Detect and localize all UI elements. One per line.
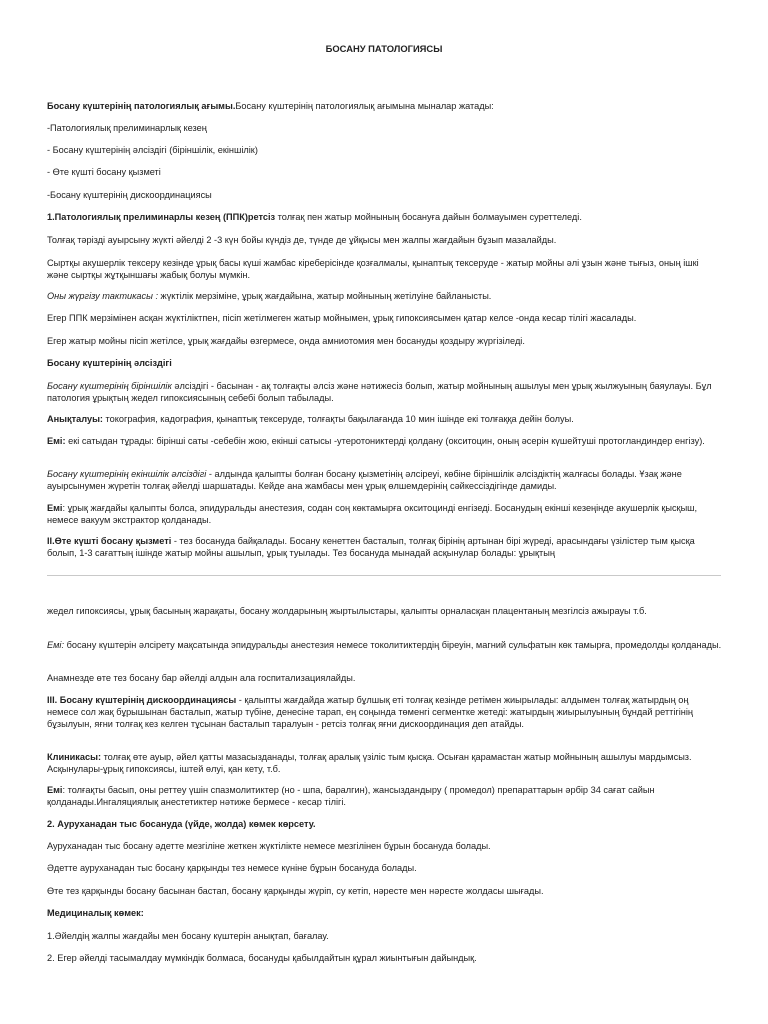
treatment-paragraph [47, 502, 722, 526]
paragraph: Егер ППК мерзімінен асқан жүктіліктпен, пісіп жетілмеген жатыр мойнымен, ұрық гипоксиясымен қатар келсе -онда кесар тілігі жасалады. [47, 313, 637, 323]
list-item: -Босану күштерінің дискоординациясы [47, 190, 212, 200]
intro-heading: Босану күштерінің патологиялық ағымы. [47, 101, 236, 111]
list-item: 2. Егер әйелді тасымалдау мүмкіндік болмаса, босануды қабылдайтын құрал жиынтығын дайындық. [47, 953, 477, 963]
treatment-text: екі сатыдан тұрады: бірінші саты -себебін жою, екінші сатысы -утеротониктерді қолдану (окситоцин, оның әсерін күшейтуші протогландиндер енгізу). [65, 436, 705, 446]
intro-paragraph [47, 100, 722, 112]
section-2-heading: II.Өте күшті босану қызметі [47, 536, 172, 546]
tactics-paragraph [47, 290, 722, 302]
section-3-heading: III. Босану күштерінің дискоординациясы [47, 695, 237, 705]
paragraph: Анамнезде өте тез босану бар әйелді алдын ала госпитализациялайды. [47, 673, 356, 683]
subsection-heading: Босану күштерінің әлсіздігі [47, 358, 172, 368]
page-divider [47, 575, 721, 576]
subsection-heading: Медициналық көмек: [47, 908, 144, 918]
section-1-heading: 1.Патологиялық прелиминарлы кезең (ППК)ретсіз [47, 212, 276, 222]
treatment-text: босану күштерін әлсірету мақсатында эпидуральды анестезия немесе токолитиктердің біреуін, магний сульфатын көк тамырға, промедолды қолданады. [64, 640, 722, 650]
list-item: -Патологиялық прелиминарлық кезең [47, 123, 207, 133]
secondary-weakness-term: Босану күштерінің екіншілік әлсіздігі [47, 469, 207, 479]
paragraph: Ауруханадан тыс босану әдетте мезгіліне жеткен жүктілікте немесе мезгілінен бұрын босануда болады. [47, 841, 491, 851]
paragraph: жедел гипоксиясы, ұрық басының жарақаты, босану жолдарының жыртылыстары, қалыпты орналасқан плацентаның мезгілсіз ажырауы т.б. [47, 606, 647, 616]
treatment-paragraph [47, 435, 722, 447]
treatment-label: Емі: [47, 436, 66, 446]
secondary-weakness-paragraph [47, 468, 722, 492]
tactics-text: жүктілік мерзіміне, ұрық жағдайына, жатыр мойнының жетілуіне байланысты. [158, 291, 492, 301]
clinic-text: толғақ өте ауыр, әйел қатты мазасызданады, толғақ аралық үзіліс тым қысқа. Осыған қарамастан жатыр мойнының ашылуы мардымсыз. Асқынулары-ұрық гипоксиясы, іштей өлуі, қан кету, т.б. [47, 752, 692, 774]
diagnosis-paragraph [47, 413, 722, 425]
secondary-weakness-text: - алдында қалыпты болған босану қызметінің әлсіреуі, көбіне біріншілік әлсіздіктің жалғасы болады. Ұзақ және ауырсынумен жүретін толғақ әйелді шаршатады. Кейде ана жамбасы мен ұрық өлшемдерінің сәйкессіздігінде дамиды. [47, 469, 682, 491]
section-heading: 2. Ауруханадан тыс босануда (үйде, жолда) көмек көрсету. [47, 819, 316, 829]
list-item: - Босану күштерінің әлсіздігі (біріншілік, екіншілік) [47, 145, 258, 155]
treatment-paragraph [47, 639, 722, 651]
section-3-text: - қалыпты жағдайда жатыр бұлшық еті толғақ кезінде ретімен жиырылады: алдымен толғақ жатырдың оң немесе сол жақ бұрышынан басталып, жатыр түбіне, денесіне тарап, ең соңында төменгі сегментке жетеді: жатырдың жиырылуының бұндай реттігінің бұзылуын, яғни толғақ кез келген тұсынан басталып таралуын - ретсіз толғақ яғни дискоординация деп атайды. [47, 695, 693, 729]
treatment-text: : толғақты басып, оны реттеу үшін спазмолитиктер (но - шпа, баралгин), жансыздандыру ( промедол) препараттарын әрбір 34 сағат сайын қолданады.Ингаляциялық анестетиктер нәтиже бермесе - кесар тілігі. [47, 785, 655, 807]
treatment-text: : ұрық жағдайы қалыпты болса, эпидуральды анестезия, содан соң көктамырға окситоцинді енгізеді. Босанудың екінші кезеңінде акушерлік қысқыш, немесе вакуум экстрактор қолданады. [47, 503, 698, 525]
section-1-paragraph [47, 211, 722, 223]
primary-weakness-paragraph [47, 380, 722, 404]
treatment-label: Емі [47, 785, 63, 795]
paragraph: Толғақ тәрізді ауырсыну жүкті әйелді 2 -3 күн бойы күндіз де, түнде де ұйқысы мен жалпы жағдайын бұзып мазалайды. [47, 235, 557, 245]
paragraph: Егер жатыр мойны пісіп жетілсе, ұрық жағдайы өзгермесе, онда амниотомия мен босануды қоздыру жүргізіледі. [47, 336, 525, 346]
treatment-label: Емі [47, 503, 63, 513]
section-1-text: толғақ пен жатыр мойнының босануға дайын болмауымен суреттеледі. [275, 212, 582, 222]
section-2-paragraph [47, 535, 722, 559]
list-item: - Өте күшті босану қызметі [47, 167, 161, 177]
diagnosis-text: токография, кадография, қынаптық тексеруде, толғақты бақылағанда 10 мин ішінде екі толғаққа дейін болуы. [102, 414, 574, 424]
paragraph: Сыртқы акушерлік тексеру кезінде ұрық басы күші жамбас кіреберісінде қозғалмалы, қынаптық тексеруде - жатыр мойны әлі ұзын және тығыз, оның ішкі және сыртқы жұтқыншағы жабық болуы мүмкін. [47, 258, 699, 280]
primary-weakness-term: Босану күштерінің біріншілік [47, 381, 172, 391]
diagnosis-label: Анықталуы: [47, 414, 103, 424]
clinic-label: Клиникасы: [47, 752, 102, 762]
paragraph: Әдетте ауруханадан тыс босану қарқынды тез немесе күніне бұрын босануда болады. [47, 863, 417, 873]
list-item: 1.Әйелдің жалпы жағдайы мен босану күштерін анықтап, бағалау. [47, 931, 329, 941]
document-title: БОСАНУ ПАТОЛОГИЯСЫ [325, 43, 443, 54]
treatment-paragraph [47, 784, 722, 808]
primary-weakness-text: әлсіздігі - басынан - ақ толғақты әлсіз және нәтижесіз болып, жатыр мойнының ашылуы мен ұрық жылжуының баяулауы. Бұл патология ұрықтың жедел гипоксиясының себебі болып табылады. [47, 381, 712, 403]
intro-text: Босану күштерінің патологиялық ағымына мыналар жатады: [235, 101, 494, 111]
clinic-paragraph [47, 751, 722, 775]
paragraph: Өте тез қарқынды босану басынан бастап, босану қарқынды жүріп, су кетіп, нәресте мен нәресте жолдасы шығады. [47, 886, 544, 896]
section-2-text: - тез босануда байқалады. Босану кенеттен басталып, толғақ бірінің артынан бірі жүреді, арасындағы үзілістер тым қысқа болып, 1-3 сағаттың ішінде жатыр мойны ашылып, ұрық туылады. Тез босануда мынадай асқынулар болады: ұрықтың [47, 536, 695, 558]
section-3-paragraph [47, 694, 722, 730]
treatment-label: Емі: [47, 640, 65, 650]
tactics-label: Оны жүргізу тактикасы : [47, 291, 158, 301]
